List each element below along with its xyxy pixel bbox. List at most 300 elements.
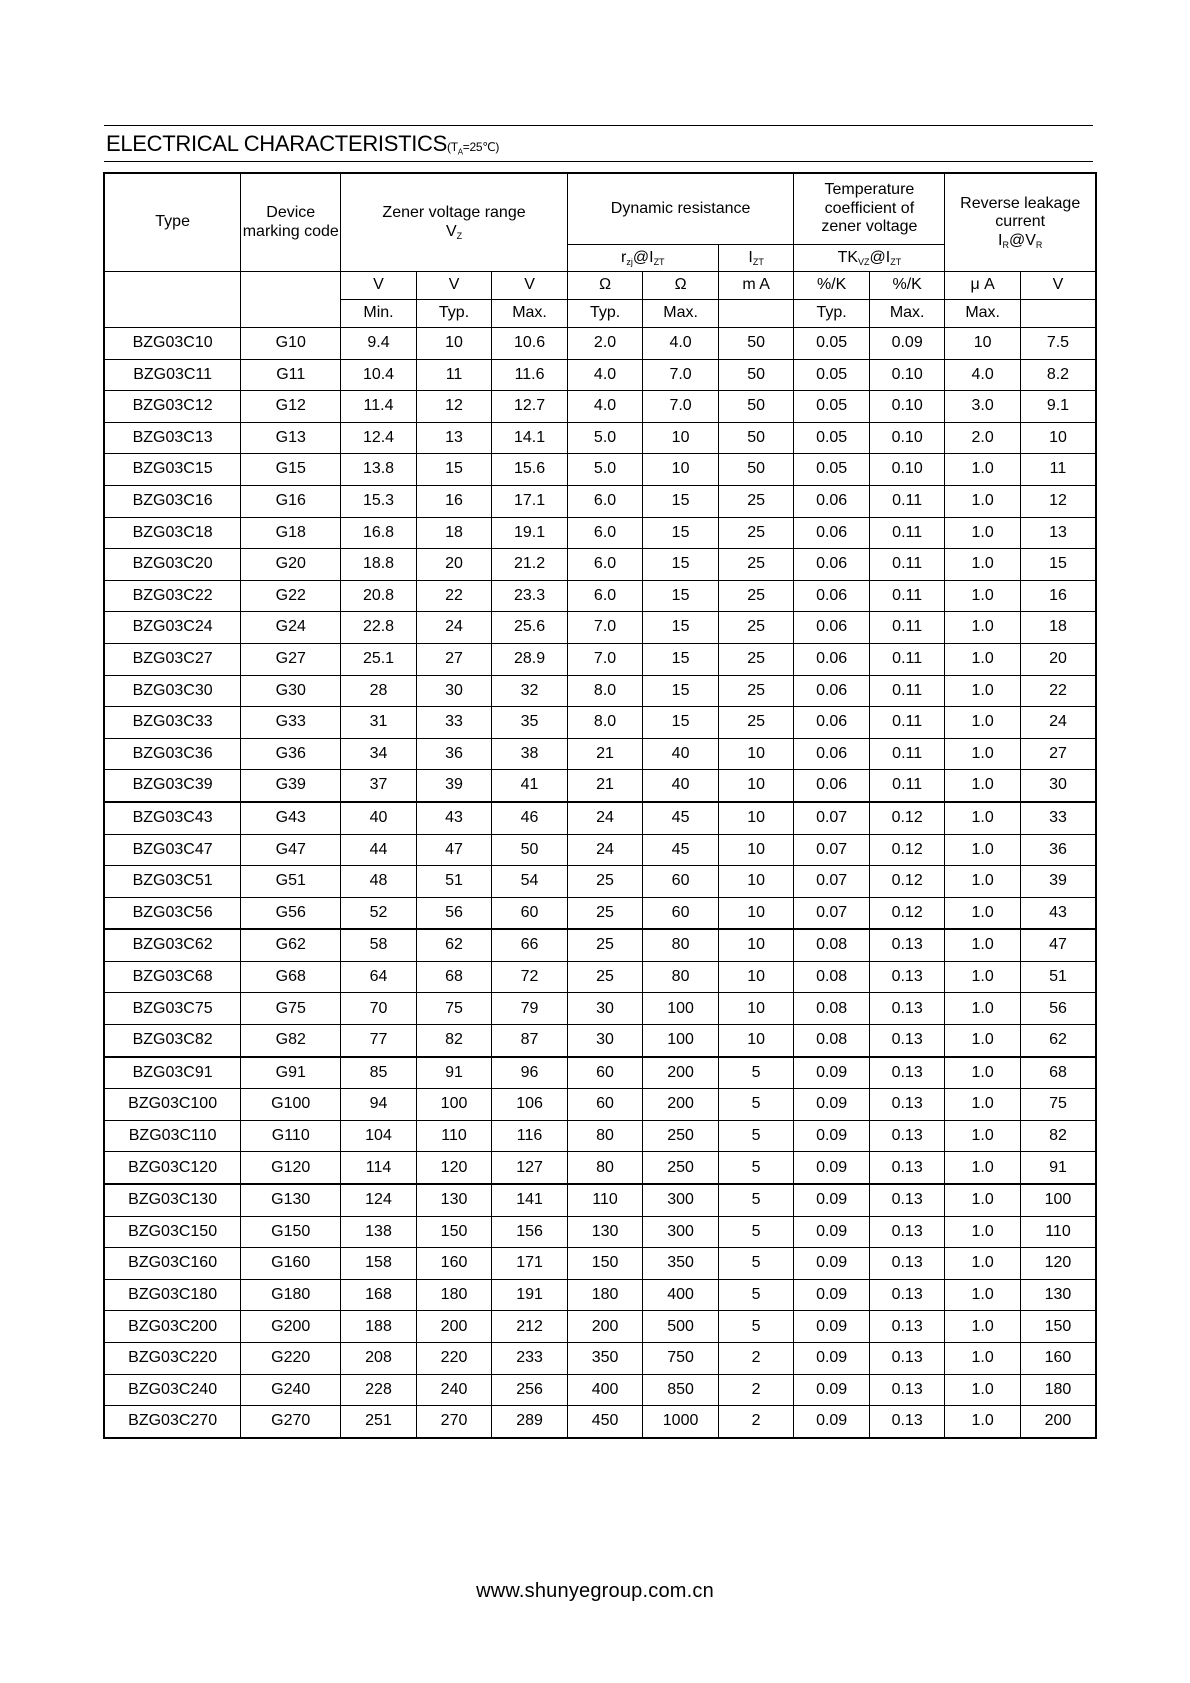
cell-vr: 30: [1020, 770, 1096, 802]
cell-type: BZG03C33: [104, 707, 241, 739]
cell-tk-typ: 0.05: [794, 422, 870, 454]
cell-vz-typ: 24: [416, 612, 492, 644]
cell-vr: 20: [1020, 643, 1096, 675]
unit-cell: V: [1020, 272, 1096, 300]
cell-tk-max: 0.13: [869, 1406, 945, 1438]
cell-tk-typ: 0.09: [794, 1152, 870, 1184]
unit-cell: V: [492, 272, 568, 300]
cell-vz-max: 127: [492, 1152, 568, 1184]
cell-rzj-typ: 5.0: [567, 422, 643, 454]
cell-izt: 50: [718, 422, 794, 454]
cell-vz-max: 212: [492, 1311, 568, 1343]
cell-rzj-max: 100: [643, 1025, 719, 1057]
cell-vz-typ: 11: [416, 359, 492, 391]
cell-tk-max: 0.13: [869, 1216, 945, 1248]
electrical-characteristics-table: [103, 172, 1097, 1439]
cell-rzj-typ: 60: [567, 1057, 643, 1089]
cell-ir-max: 1.0: [945, 1057, 1021, 1089]
cell-marking: G62: [241, 929, 341, 961]
qualifier-cell: Typ.: [416, 300, 492, 328]
cell-rzj-typ: 400: [567, 1374, 643, 1406]
cell-izt: 50: [718, 359, 794, 391]
cell-rzj-max: 15: [643, 517, 719, 549]
cell-type: BZG03C16: [104, 485, 241, 517]
cell-vz-max: 156: [492, 1216, 568, 1248]
cell-tk-max: 0.12: [869, 834, 945, 866]
cell-rzj-max: 850: [643, 1374, 719, 1406]
cell-marking: G22: [241, 580, 341, 612]
cell-vz-min: 70: [341, 993, 417, 1025]
col-header-dynamic-resistance: Dynamic resistance: [567, 173, 794, 245]
cell-tk-max: 0.13: [869, 1343, 945, 1375]
cell-tk-typ: 0.09: [794, 1279, 870, 1311]
cell-rzj-max: 1000: [643, 1406, 719, 1438]
cell-izt: 50: [718, 391, 794, 423]
reverse-leakage-label: Reverse leakage current: [960, 194, 1081, 231]
cell-tk-max: 0.11: [869, 580, 945, 612]
cell-marking: G200: [241, 1311, 341, 1343]
table-row: [104, 643, 1096, 675]
cell-marking: G82: [241, 1025, 341, 1057]
cell-vz-typ: 270: [416, 1406, 492, 1438]
cell-vz-max: 38: [492, 738, 568, 770]
cell-vr: 12: [1020, 485, 1096, 517]
cell-izt: 5: [718, 1152, 794, 1184]
cell-izt: 5: [718, 1089, 794, 1121]
cell-vr: 82: [1020, 1120, 1096, 1152]
cell-type: BZG03C12: [104, 391, 241, 423]
cell-vz-typ: 220: [416, 1343, 492, 1375]
cell-vz-typ: 15: [416, 454, 492, 486]
cell-rzj-max: 15: [643, 549, 719, 581]
cell-vr: 150: [1020, 1311, 1096, 1343]
cell-vr: 16: [1020, 580, 1096, 612]
cell-type: BZG03C120: [104, 1152, 241, 1184]
cell-tk-max: 0.13: [869, 1248, 945, 1280]
cell-marking: G13: [241, 422, 341, 454]
cell-ir-max: 1.0: [945, 580, 1021, 612]
cell-vz-min: 77: [341, 1025, 417, 1057]
cell-vz-max: 19.1: [492, 517, 568, 549]
table-row: [104, 391, 1096, 423]
cell-izt: 50: [718, 328, 794, 360]
cell-rzj-typ: 7.0: [567, 643, 643, 675]
cell-vz-typ: 130: [416, 1184, 492, 1216]
cell-tk-max: 0.13: [869, 1025, 945, 1057]
cell-tk-typ: 0.05: [794, 391, 870, 423]
cell-tk-typ: 0.05: [794, 359, 870, 391]
cell-vz-typ: 120: [416, 1152, 492, 1184]
cell-rzj-max: 250: [643, 1120, 719, 1152]
cell-marking: G11: [241, 359, 341, 391]
cell-ir-max: 1.0: [945, 612, 1021, 644]
table-row: [104, 1184, 1096, 1216]
table-row: [104, 1120, 1096, 1152]
cell-izt: 10: [718, 1025, 794, 1057]
cell-tk-typ: 0.06: [794, 580, 870, 612]
cell-ir-max: 1.0: [945, 834, 1021, 866]
cell-vz-min: 9.4: [341, 328, 417, 360]
cell-vr: 51: [1020, 961, 1096, 993]
cell-tk-max: 0.11: [869, 549, 945, 581]
cell-tk-typ: 0.09: [794, 1406, 870, 1438]
cell-vz-min: 34: [341, 738, 417, 770]
cell-vz-typ: 30: [416, 675, 492, 707]
cell-marking: G130: [241, 1184, 341, 1216]
cell-izt: 2: [718, 1343, 794, 1375]
cell-rzj-max: 300: [643, 1216, 719, 1248]
footer-url: www.shunyegroup.com.cn: [476, 1580, 714, 1602]
cell-vz-max: 21.2: [492, 549, 568, 581]
cell-type: BZG03C47: [104, 834, 241, 866]
cell-vz-max: 14.1: [492, 422, 568, 454]
cell-izt: 2: [718, 1374, 794, 1406]
cell-vz-max: 25.6: [492, 612, 568, 644]
cell-vz-min: 18.8: [341, 549, 417, 581]
cell-vz-max: 96: [492, 1057, 568, 1089]
table-row: [104, 675, 1096, 707]
cell-rzj-typ: 30: [567, 1025, 643, 1057]
cell-rzj-typ: 80: [567, 1120, 643, 1152]
cell-marking: G150: [241, 1216, 341, 1248]
cell-marking: G160: [241, 1248, 341, 1280]
unit-cell: m A: [718, 272, 794, 300]
cell-vz-max: 17.1: [492, 485, 568, 517]
cell-vz-max: 116: [492, 1120, 568, 1152]
cell-vz-max: 15.6: [492, 454, 568, 486]
cell-vr: 120: [1020, 1248, 1096, 1280]
cell-rzj-typ: 21: [567, 738, 643, 770]
title-condition: $(T_A=25℃)$: [447, 140, 500, 157]
cell-rzj-typ: 25: [567, 866, 643, 898]
cell-type: BZG03C270: [104, 1406, 241, 1438]
cell-tk-max: 0.13: [869, 1184, 945, 1216]
cell-rzj-max: 40: [643, 770, 719, 802]
cell-rzj-max: 300: [643, 1184, 719, 1216]
cell-type: BZG03C160: [104, 1248, 241, 1280]
table-row: [104, 866, 1096, 898]
cell-rzj-typ: 4.0: [567, 359, 643, 391]
cell-vz-max: 35: [492, 707, 568, 739]
cell-vz-min: 114: [341, 1152, 417, 1184]
cell-vz-min: 48: [341, 866, 417, 898]
cell-marking: G18: [241, 517, 341, 549]
cell-rzj-max: 250: [643, 1152, 719, 1184]
qualifier-cell: Typ.: [794, 300, 870, 328]
marking-header-spacer: [241, 272, 341, 328]
cell-vz-max: 11.6: [492, 359, 568, 391]
cell-izt: 25: [718, 643, 794, 675]
cell-marking: G270: [241, 1406, 341, 1438]
cell-vz-min: 85: [341, 1057, 417, 1089]
cell-tk-typ: 0.06: [794, 707, 870, 739]
cell-izt: 5: [718, 1184, 794, 1216]
cell-tk-typ: 0.08: [794, 929, 870, 961]
cell-tk-typ: 0.09: [794, 1311, 870, 1343]
unit-cell: V: [416, 272, 492, 300]
cell-tk-typ: 0.09: [794, 1089, 870, 1121]
cell-vz-typ: 20: [416, 549, 492, 581]
cell-type: BZG03C220: [104, 1343, 241, 1375]
cell-type: BZG03C180: [104, 1279, 241, 1311]
cell-vz-max: 233: [492, 1343, 568, 1375]
cell-tk-typ: 0.07: [794, 834, 870, 866]
table-row: [104, 1216, 1096, 1248]
cell-izt: 10: [718, 993, 794, 1025]
cell-vz-typ: 51: [416, 866, 492, 898]
table-row: [104, 517, 1096, 549]
cell-vz-min: 16.8: [341, 517, 417, 549]
cell-tk-typ: 0.09: [794, 1343, 870, 1375]
cell-ir-max: 1.0: [945, 1374, 1021, 1406]
cell-rzj-typ: 2.0: [567, 328, 643, 360]
cell-tk-max: 0.09: [869, 328, 945, 360]
cell-type: BZG03C10: [104, 328, 241, 360]
cell-rzj-typ: 25: [567, 929, 643, 961]
cell-rzj-max: 200: [643, 1089, 719, 1121]
table-row: [104, 1152, 1096, 1184]
cell-tk-typ: 0.09: [794, 1120, 870, 1152]
cell-vr: 56: [1020, 993, 1096, 1025]
cell-vz-max: 50: [492, 834, 568, 866]
cell-ir-max: 1.0: [945, 454, 1021, 486]
cell-rzj-max: 10: [643, 454, 719, 486]
cell-rzj-typ: 6.0: [567, 485, 643, 517]
cell-ir-max: 1.0: [945, 675, 1021, 707]
table-row: [104, 897, 1096, 929]
cell-marking: G75: [241, 993, 341, 1025]
cell-tk-typ: 0.06: [794, 485, 870, 517]
cell-type: BZG03C68: [104, 961, 241, 993]
cell-tk-typ: 0.06: [794, 517, 870, 549]
cell-vz-typ: 56: [416, 897, 492, 929]
cell-ir-max: 1.0: [945, 707, 1021, 739]
table-row: [104, 359, 1096, 391]
cell-vz-typ: 36: [416, 738, 492, 770]
section-title: [106, 131, 499, 157]
cell-vz-max: 46: [492, 802, 568, 834]
cell-rzj-typ: 130: [567, 1216, 643, 1248]
cell-vr: 110: [1020, 1216, 1096, 1248]
cell-vr: 24: [1020, 707, 1096, 739]
cell-rzj-typ: 21: [567, 770, 643, 802]
cell-rzj-max: 500: [643, 1311, 719, 1343]
reverse-leakage-symbol: $I_R@V_R$: [998, 231, 1043, 250]
cell-izt: 10: [718, 770, 794, 802]
cell-ir-max: 1.0: [945, 1343, 1021, 1375]
cell-izt: 25: [718, 675, 794, 707]
cell-vz-min: 22.8: [341, 612, 417, 644]
cell-tk-typ: 0.09: [794, 1216, 870, 1248]
cell-rzj-typ: 30: [567, 993, 643, 1025]
cell-tk-max: 0.11: [869, 675, 945, 707]
cell-vz-min: 64: [341, 961, 417, 993]
cell-tk-typ: 0.07: [794, 802, 870, 834]
qualifier-cell: Typ.: [567, 300, 643, 328]
cell-tk-max: 0.13: [869, 1089, 945, 1121]
cell-vr: 9.1: [1020, 391, 1096, 423]
table-row: [104, 707, 1096, 739]
cell-ir-max: 1.0: [945, 770, 1021, 802]
cell-vz-max: 23.3: [492, 580, 568, 612]
cell-rzj-max: 80: [643, 929, 719, 961]
cell-type: BZG03C100: [104, 1089, 241, 1121]
qualifier-cell: [1020, 300, 1096, 328]
cell-vr: 180: [1020, 1374, 1096, 1406]
cell-marking: G220: [241, 1343, 341, 1375]
cell-rzj-typ: 5.0: [567, 454, 643, 486]
cell-izt: 2: [718, 1406, 794, 1438]
cell-vz-min: 40: [341, 802, 417, 834]
table-row: [104, 454, 1096, 486]
cell-vr: 91: [1020, 1152, 1096, 1184]
table-row: [104, 328, 1096, 360]
cell-vz-typ: 18: [416, 517, 492, 549]
cell-type: BZG03C24: [104, 612, 241, 644]
cell-ir-max: 1.0: [945, 1248, 1021, 1280]
cell-vr: 100: [1020, 1184, 1096, 1216]
cell-vr: 7.5: [1020, 328, 1096, 360]
table-row: [104, 1089, 1096, 1121]
cell-vz-max: 60: [492, 897, 568, 929]
cell-vr: 11: [1020, 454, 1096, 486]
cell-vz-min: 94: [341, 1089, 417, 1121]
cell-marking: G56: [241, 897, 341, 929]
cell-ir-max: 1.0: [945, 802, 1021, 834]
cell-tk-typ: 0.06: [794, 738, 870, 770]
cell-vz-max: 66: [492, 929, 568, 961]
cell-vz-max: 289: [492, 1406, 568, 1438]
cell-izt: 50: [718, 454, 794, 486]
cell-type: BZG03C20: [104, 549, 241, 581]
cell-vr: 36: [1020, 834, 1096, 866]
cell-vz-typ: 68: [416, 961, 492, 993]
cell-marking: G68: [241, 961, 341, 993]
cell-vz-min: 138: [341, 1216, 417, 1248]
cell-marking: G20: [241, 549, 341, 581]
cell-ir-max: 1.0: [945, 1025, 1021, 1057]
cell-vr: 75: [1020, 1089, 1096, 1121]
cell-tk-max: 0.10: [869, 454, 945, 486]
cell-tk-max: 0.13: [869, 1374, 945, 1406]
cell-rzj-typ: 80: [567, 1152, 643, 1184]
cell-vz-min: 20.8: [341, 580, 417, 612]
cell-tk-max: 0.10: [869, 422, 945, 454]
cell-marking: G30: [241, 675, 341, 707]
cell-vz-max: 141: [492, 1184, 568, 1216]
cell-tk-max: 0.13: [869, 1311, 945, 1343]
cell-rzj-typ: 7.0: [567, 612, 643, 644]
cell-izt: 25: [718, 580, 794, 612]
col-header-rzj: $r_{zj}@I_{ZT}$: [567, 245, 718, 272]
cell-izt: 10: [718, 897, 794, 929]
table-row: [104, 1057, 1096, 1089]
title-top-rule: [104, 125, 1093, 126]
cell-vz-typ: 22: [416, 580, 492, 612]
cell-vr: 27: [1020, 738, 1096, 770]
cell-ir-max: 1.0: [945, 961, 1021, 993]
cell-rzj-max: 100: [643, 993, 719, 1025]
cell-tk-max: 0.11: [869, 643, 945, 675]
cell-type: BZG03C150: [104, 1216, 241, 1248]
cell-marking: G10: [241, 328, 341, 360]
cell-marking: G110: [241, 1120, 341, 1152]
units-row: [104, 272, 1096, 300]
cell-vz-typ: 43: [416, 802, 492, 834]
cell-tk-typ: 0.07: [794, 866, 870, 898]
cell-type: BZG03C43: [104, 802, 241, 834]
cell-rzj-typ: 8.0: [567, 707, 643, 739]
cell-vz-max: 171: [492, 1248, 568, 1280]
cell-izt: 25: [718, 485, 794, 517]
cell-vz-min: 12.4: [341, 422, 417, 454]
cell-izt: 25: [718, 517, 794, 549]
cell-vz-typ: 100: [416, 1089, 492, 1121]
cell-izt: 5: [718, 1216, 794, 1248]
unit-cell: Ω: [643, 272, 719, 300]
cell-type: BZG03C75: [104, 993, 241, 1025]
cell-vz-typ: 62: [416, 929, 492, 961]
cell-vz-min: 158: [341, 1248, 417, 1280]
cell-vz-max: 72: [492, 961, 568, 993]
cell-rzj-max: 10: [643, 422, 719, 454]
cell-rzj-max: 7.0: [643, 391, 719, 423]
cell-rzj-max: 15: [643, 675, 719, 707]
cell-vr: 18: [1020, 612, 1096, 644]
cell-rzj-max: 45: [643, 802, 719, 834]
cell-tk-max: 0.11: [869, 517, 945, 549]
cell-tk-max: 0.12: [869, 866, 945, 898]
cell-vz-max: 41: [492, 770, 568, 802]
cell-marking: G180: [241, 1279, 341, 1311]
cell-rzj-max: 60: [643, 866, 719, 898]
cell-izt: 5: [718, 1248, 794, 1280]
cell-rzj-typ: 180: [567, 1279, 643, 1311]
cell-ir-max: 2.0: [945, 422, 1021, 454]
cell-rzj-max: 400: [643, 1279, 719, 1311]
cell-izt: 5: [718, 1311, 794, 1343]
cell-tk-typ: 0.06: [794, 549, 870, 581]
table-row: [104, 929, 1096, 961]
cell-rzj-typ: 450: [567, 1406, 643, 1438]
cell-vr: 15: [1020, 549, 1096, 581]
cell-tk-max: 0.13: [869, 929, 945, 961]
cell-rzj-typ: 25: [567, 897, 643, 929]
col-header-izt: $I_{ZT}$: [718, 245, 794, 272]
cell-vz-min: 52: [341, 897, 417, 929]
cell-izt: 10: [718, 929, 794, 961]
cell-vz-typ: 12: [416, 391, 492, 423]
cell-type: BZG03C110: [104, 1120, 241, 1152]
unit-cell: Ω: [567, 272, 643, 300]
cell-vz-typ: 27: [416, 643, 492, 675]
cell-ir-max: 1.0: [945, 517, 1021, 549]
col-header-temp-coefficient: Temperature coefficient of zener voltage: [794, 173, 945, 245]
cell-izt: 25: [718, 549, 794, 581]
cell-vz-min: 28: [341, 675, 417, 707]
cell-tk-max: 0.11: [869, 612, 945, 644]
cell-vr: 200: [1020, 1406, 1096, 1438]
cell-tk-max: 0.10: [869, 359, 945, 391]
table-row: [104, 1311, 1096, 1343]
cell-ir-max: 1.0: [945, 866, 1021, 898]
cell-vz-min: 13.8: [341, 454, 417, 486]
cell-tk-max: 0.12: [869, 897, 945, 929]
cell-rzj-max: 80: [643, 961, 719, 993]
cell-rzj-typ: 4.0: [567, 391, 643, 423]
cell-marking: G91: [241, 1057, 341, 1089]
cell-type: BZG03C39: [104, 770, 241, 802]
